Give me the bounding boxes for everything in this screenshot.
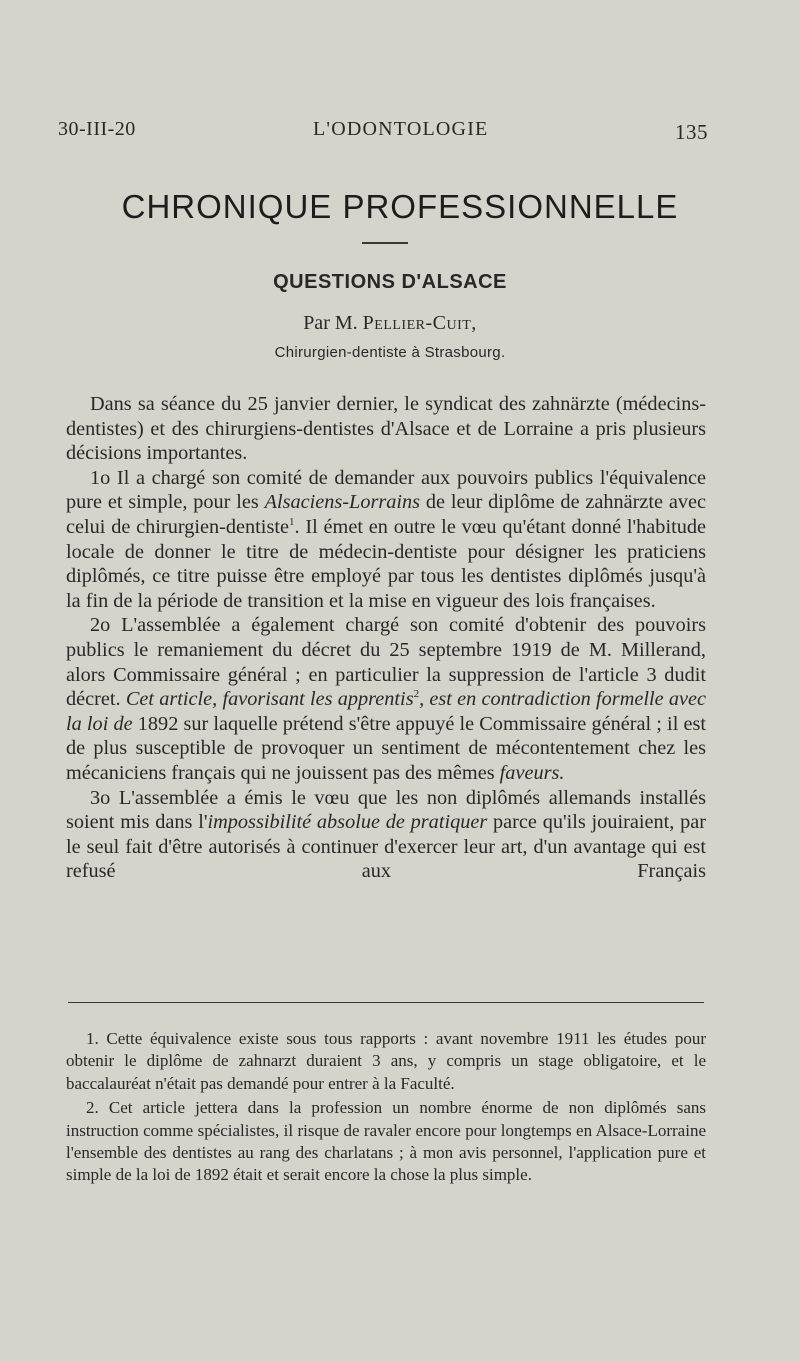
article-body [66,392,706,884]
footnotes [66,1028,706,1189]
footnote-ref-1: 1 [288,516,295,529]
issue-date: 30-III-20 [58,118,136,140]
paragraph-3-italic-2: , est en contradiction formelle avec la loi de [66,688,706,735]
paragraph-2-text-a: 1o Il a chargé son comité de demander aux pouvoirs publics l'équivalence pure et simple, pour les [66,466,706,514]
paragraph-4-text-a: 3o L'assemblée a émis le vœu que les non diplômés allemands installés soient mis dans l' [66,786,706,834]
byline [0,312,780,335]
paragraph-2-italic: Alsaciens-Lorrains [264,491,421,514]
running-header [58,118,708,148]
paragraph-3-text-a: 2o L'assemblée a également chargé son comité d'obtenir des pouvoirs publics le remaniement du décret du 25 septembre 1919 de M. Millerand, alors Commissaire général ; en particulier la suppression de l'article 3 dudit décret. [66,614,706,711]
footnote-1: 1. Cette équivalence existe sous tous rapports : avant novembre 1911 les études pour obtenir le diplôme de zahnarzt duraient 3 ans, y compris un stage obligatoire, et le baccalauréat n'était pas demandé pour entrer à la Faculté. [66,1029,706,1093]
section-title: CHRONIQUE PROFESSIONNELLE [121,188,679,225]
article-title: QUESTIONS D'ALSACE [273,271,507,293]
paragraph-1-text: Dans sa séance du 25 janvier dernier, le syndicat des zahnärzte (médecins-dentistes) et des chirurgiens-dentistes d'Alsace et de Lorraine a pris plusieurs décisions importantes. [66,393,706,465]
byline-prefix: Par M. [303,312,358,334]
author-name: Pellier-Cuit, [362,312,477,334]
footnote-ref-2: 2 [413,688,420,701]
paragraph-3 [66,613,706,785]
paragraph-3-italic-1: Cet article, favorisant les apprentis [125,688,414,711]
paragraph-2 [66,466,706,614]
footnote-2: 2. Cet article jettera dans la profession un nombre énorme de non diplômés sans instruction comme spécialistes, il risque de ravaler encore pour longtemps en Alsace-Lorraine l'ensemble des dentistes au rang des charlatans ; à mon avis personnel, l'application pure et simple de la loi de 1892 était et serait encore la chose la plus simple. [66,1098,706,1185]
paragraph-4 [66,786,706,884]
paragraph-3-italic-3: faveurs. [499,761,565,784]
paragraph-4-italic: impossibilité absolue de pratiquer [207,811,488,834]
paragraph-3-text-b: 1892 sur laquelle prétend s'être appuyé le Commissaire général ; il est de plus susceptible de provoquer un sentiment de mécontentement chez les mécaniciens français qui ne jouissent pas des mêmes [66,712,707,784]
paragraph-4-text-b: parce qu'ils jouiraient, par le seul fait d'être autorisés à continuer d'exercer leur art, d'un avantage qui est refusé aux Français [66,811,706,883]
paragraph-2-text-c: . Il émet en outre le vœu qu'étant donné l'habitude locale de donner le titre de médecin-dentiste pour désigner les praticiens diplômés, ce titre puisse être employé par tous les dentistes diplômés jusqu'à la fin de la période de transition et la mise en vigueur des lois françaises. [66,515,707,612]
journal-name: L'ODONTOLOGIE [313,118,489,140]
author-affiliation: Chirurgien-dentiste à Strasbourg. [274,344,506,361]
paragraph-2-text-b: de leur diplôme de zahnärzte avec celui de chirurgien-dentiste [66,491,706,538]
footnote-divider [68,1002,704,1003]
page-number: 135 [675,120,708,144]
paragraph-1 [66,392,706,466]
title-divider [362,242,408,244]
